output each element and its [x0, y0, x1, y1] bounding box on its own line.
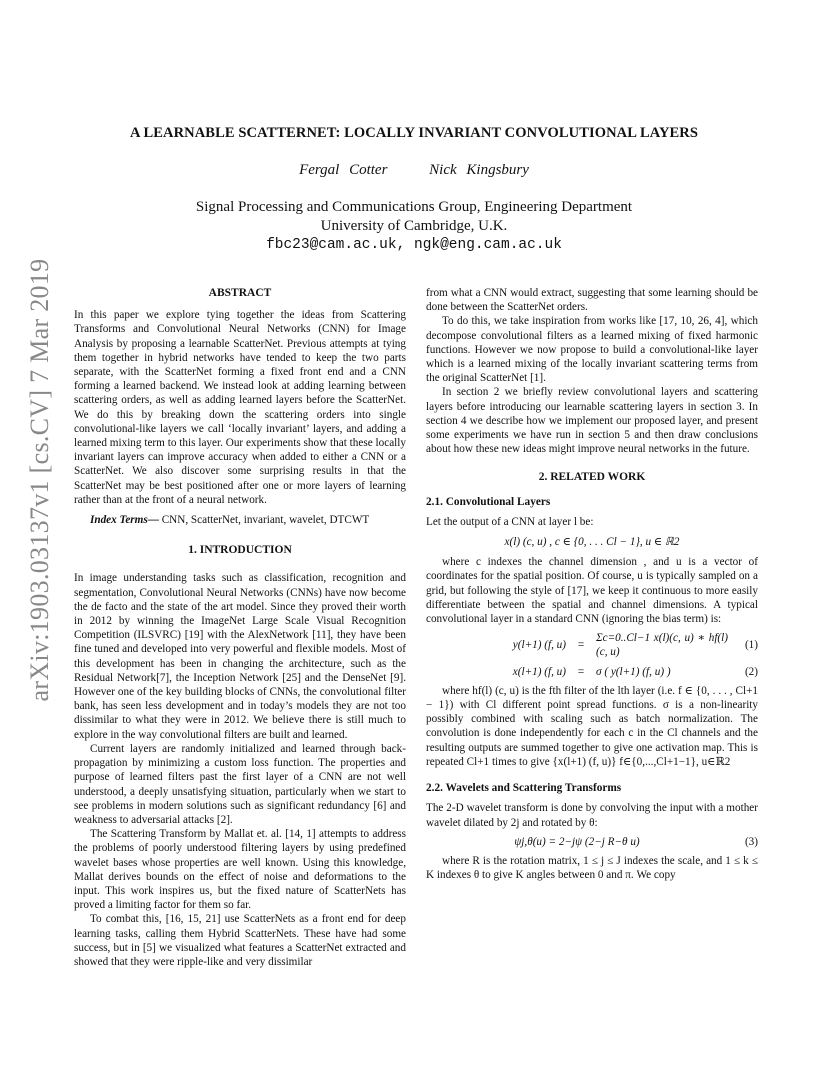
left-column — [74, 286, 406, 969]
equation-3 — [426, 835, 758, 849]
equation-1: y(l+1) (f, u) = Σc=0..Cl−1 x(l)(c, u) ∗ hf(l)(c, u) (1) — [426, 631, 758, 659]
affiliation — [0, 198, 828, 255]
author-2: Nick Kingsbury — [429, 162, 529, 178]
index-terms-text: CNN, ScatterNet, invariant, wavelet, DTCWT — [158, 514, 370, 527]
intro-paragraph-1: In image understanding tasks such as classification, recognition and segmentation, Convolutional Neural Networks (CNNs) have now become the de facto and the state of the art model. Since they proved their worth in 2012 by winning the ImageNet Large Scale Visual Recognition Competition (ILSVRC) [19] with the AlexNetwork [11], they have been fine tuned and developed into very powerful and flexible models. Most of this development has been in changing the architecture, such as the Residual Network[7], the Inception Network [25] and the DenseNet [9]. However one of the key building blocks of CNNs, the convolutional filter bank, has seen less development and in today’s models they are not too dissimilar to what they were in 2012. We believe there is still much to explore in the way convolutional filters are built and learned. — [74, 572, 406, 741]
paper-title: A LEARNABLE SCATTERNET: LOCALLY INVARIANT CONVOLUTIONAL LAYERS — [129, 125, 699, 141]
equation-3-body: ψj,θ(u) = 2−jψ (2−j R−θ u) — [514, 835, 640, 848]
intro-paragraph-3: The Scattering Transform by Mallat et. al. [14, 1] attempts to address the problems of poorly understood filtering layers by using predefined wavelet bases whose properties are well known. Using this knowledge, Mallat derives bounds on the effect of noise and deformations to the input. This work inspires us, but the fixed nature of ScatterNets has proved a limiting factor for them so far. — [74, 828, 406, 912]
wavelet-paragraph-2: where R is the rotation matrix, 1 ≤ j ≤ J indexes the scale, and 1 ≤ k ≤ K indexes θ to give K angles between 0 and π. We copy — [426, 854, 758, 882]
author-1: Fergal Cotter — [299, 162, 388, 178]
authors — [0, 162, 828, 179]
arxiv-sidebar-stamp — [20, 258, 60, 702]
abstract-heading: ABSTRACT — [208, 287, 272, 299]
intro-paragraph-2: Current layers are randomly initialized and learned through back-propagation by minimizing a custom loss function. The properties and purpose of learned filters past the first layer of a CNN are not well understood, a deeply unsatisfying situation, particularly when we start to see problems in modern solutions such as significant redundancy [6] and weakness to adversarial attacks [2]. — [74, 742, 406, 826]
equation-1-number: (1) — [744, 639, 758, 652]
equation-1-rhs: Σc=0..Cl−1 x(l)(c, u) ∗ hf(l)(c, u) — [596, 632, 728, 659]
subsection-conv-layers: 2.1. Convolutional Layers — [426, 495, 551, 508]
conv-paragraph-1: where c indexes the channel dimension , and u is a vector of coordinates for the spatial position. Of course, u is typically sampled on a grid, but following the style of [17], we keep it continuous to more easily differentiate between the spatial and channel dimensions. A typical convolutional layer in a standard CNN (ignoring the bias term) is: — [426, 556, 758, 626]
intro-paragraph-4: To combat this, [16, 15, 21] use ScatterNets as a front end for deep learning tasks, calling them Hybrid ScatterNets. These have had some success, but in [5] we visualized what features a ScatterNet extracted and showed that they were ripple-like and very dissimilar — [74, 913, 406, 968]
equation-2-number: (2) — [744, 665, 758, 678]
subsection-wavelets: 2.2. Wavelets and Scattering Transforms — [426, 782, 622, 795]
affiliation-line-2: University of Cambridge, U.K. — [320, 218, 508, 234]
email: fbc23@cam.ac.uk, ngk@eng.cam.ac.uk — [266, 237, 562, 253]
right-paragraph-0: from what a CNN would extract, suggesting that some learning should be done between the ScatterNet orders. — [426, 287, 758, 314]
equation-2-rhs: σ ( y(l+1) (f, u) ) — [596, 665, 671, 678]
right-paragraph-1: To do this, we take inspiration from works like [17, 10, 26, 4], which decompose convolutional filters as a learned mixing of fixed harmonic functions. However we now propose to build a convolutional-like layer which is a learned mixing of the locally invariant scattering terms from the original ScatterNet [1]. — [426, 315, 758, 385]
conv-intro: Let the output of a CNN at layer l be: — [426, 515, 594, 528]
equation-3-number: (3) — [744, 835, 758, 848]
right-paragraph-2: In section 2 we briefly review convolutional layers and scattering layers before introducing our learnable scattering layers in section 3. In section 4 we describe how we implement our proposed layer, and present some experiments we have run in section 5 and then draw conclusions about how these new ideas might improve neural networks in the future. — [426, 386, 758, 456]
index-terms — [74, 513, 406, 527]
arxiv-id: arXiv:1903.03137v1 [cs.CV] 7 Mar 2019 — [25, 258, 54, 702]
affiliation-line-1: Signal Processing and Communications Group, Engineering Department — [195, 199, 633, 215]
equation-output: x(l) (c, u) , c ∈ {0, . . . Cl − 1}, u ∈ ℝ2 — [504, 536, 680, 549]
related-work-heading: 2. RELATED WORK — [538, 471, 646, 484]
right-column — [426, 286, 758, 882]
conv-paragraph-2: where hf(l) (c, u) is the fth filter of the lth layer (i.e. f ∈ {0, . . . , Cl+1 − 1}) with Cl different point spread functions. σ is a non-linearity possibly combined with scaling such as batch normalization. The convolution is done independently for each c in the Cl channels and the resulting outputs are summed together to give one activation map. This is repeated Cl+1 times to give {x(l+1) (f, u)} f∈{0,...,Cl+1−1}, u∈ℝ2 — [426, 684, 758, 768]
abstract-text: In this paper we explore tying together the ideas from Scattering Transforms and Convolutional Neural Networks (CNN) for Image Analysis by proposing a learnable ScatterNet. Previous attempts at tying them together in hybrid networks have tended to keep the two parts separate, with the ScatterNet forming a fixed front end and a CNN forming a learned backend. We instead look at adding learning between scattering orders, as well as adding learned layers before the ScatterNet. We do this by breaking down the scattering orders into single convolutional-like layers we call ‘locally invariant’ layers, and adding a learned mixing term to this layer. Our experiments show that these locally invariant layers can improve accuracy when added to either a CNN or a ScatterNet. We also discover some surprising results in that the ScatterNet may be best positioned after one or more layers of learning rather than at the front of a neural network. — [74, 309, 406, 506]
wavelet-paragraph-1: The 2-D wavelet transform is done by convolving the input with a mother wavelet dilated by 2j and rotated by θ: — [426, 802, 758, 829]
index-terms-label: Index Terms— — [90, 514, 159, 527]
intro-heading: 1. INTRODUCTION — [188, 544, 292, 557]
equation-2: x(l+1) (f, u) = σ ( y(l+1) (f, u) ) (2) — [426, 665, 758, 679]
equation-1-lhs: y(l+1) (f, u) — [512, 639, 566, 652]
equation-2-lhs: x(l+1) (f, u) — [512, 665, 566, 678]
